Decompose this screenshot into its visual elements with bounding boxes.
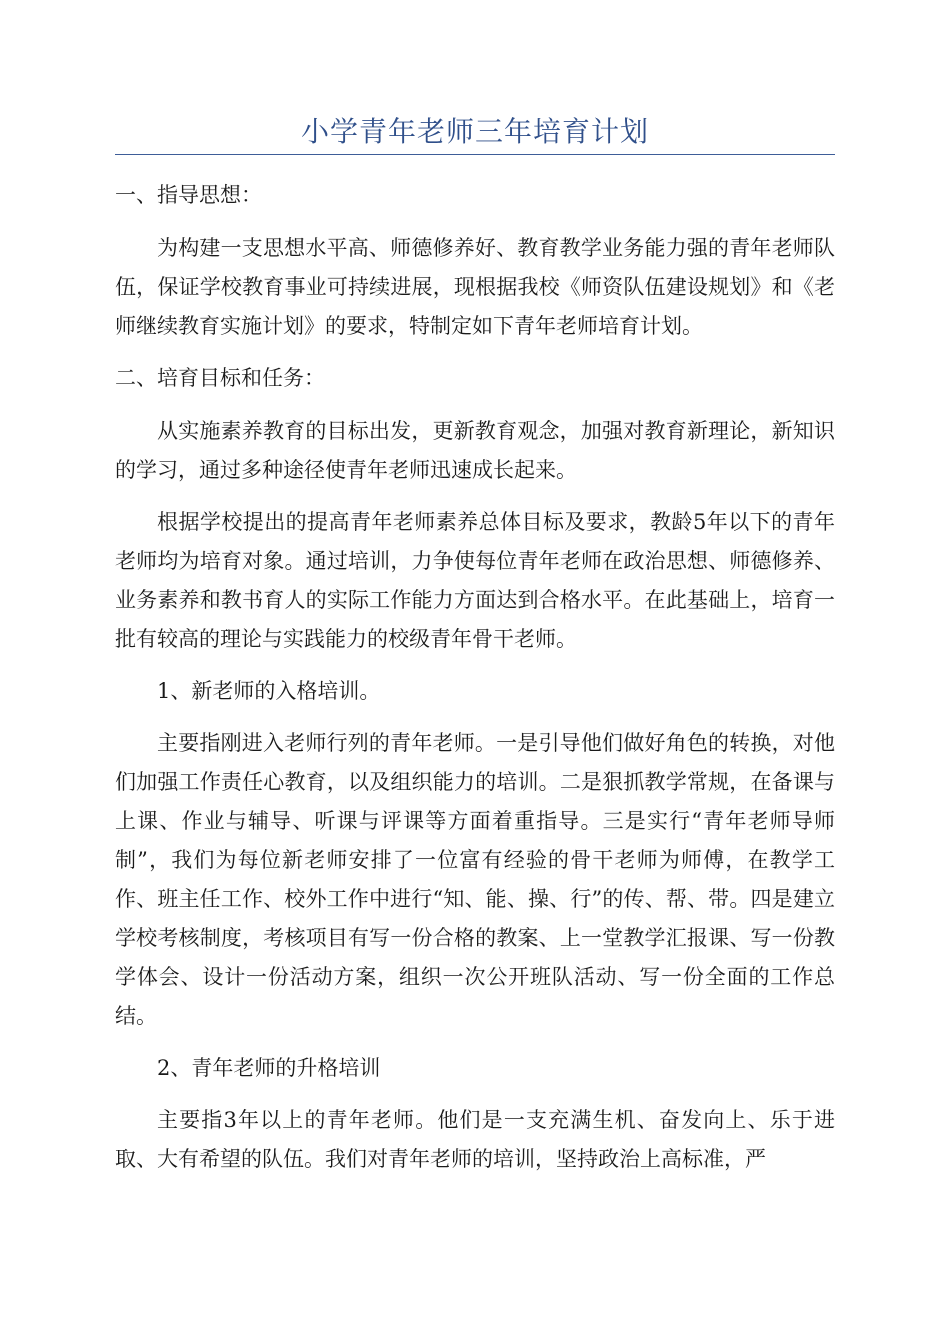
paragraph: 从实施素养教育的目标出发，更新教育观念，加强对教育新理论，新知识的学习，通过多种途径使青年老师迅速成长起来。: [115, 419, 835, 482]
section-heading-guiding-thought: 一、指导思想：: [115, 183, 262, 207]
document-body: [115, 176, 835, 1192]
title-underline: [115, 154, 835, 155]
paragraph: 主要指刚进入老师行列的青年老师。一是引导他们做好角色的转换，对他们加强工作责任心教育，以及组织能力的培训。二是狠抓教学常规，在备课与上课、作业与辅导、听课与评课等方面着重指导。三是实行“青年老师导师制”，我们为每位新老师安排了一位富有经验的骨干老师为师傅，在教学工作、班主任工作、校外工作中进行“知、能、操、行”的传、帮、带。四是建立学校考核制度，考核项目有写一份合格的教案、上一堂教学汇报课、写一份教学体会、设计一份活动方案，组织一次公开班队活动、写一份全面的工作总结。: [115, 731, 835, 1028]
subsection-heading-new-teacher-training: 1、新老师的入格培训。: [157, 679, 381, 703]
section-heading-goals-tasks: 二、培育目标和任务：: [115, 366, 325, 390]
paragraph: 主要指3年以上的青年老师。他们是一支充满生机、奋发向上、乐于进取、大有希望的队伍。我们对青年老师的培训，坚持政治上高标准，严: [115, 1108, 835, 1171]
paragraph: 根据学校提出的提高青年老师素养总体目标及要求，教龄5年以下的青年老师均为培育对象。通过培训，力争使每位青年老师在政治思想、师德修养、业务素养和教书育人的实际工作能力方面达到合格水平。在此基础上，培育一批有较高的理论与实践能力的校级青年骨干老师。: [115, 510, 835, 651]
subsection-heading-young-teacher-upgrade: 2、青年老师的升格培训: [157, 1056, 381, 1080]
document-title: 小学青年老师三年培育计划: [300, 115, 649, 148]
paragraph: 为构建一支思想水平高、师德修养好、教育教学业务能力强的青年老师队伍，保证学校教育事业可持续进展，现根据我校《师资队伍建设规划》和《老师继续教育实施计划》的要求，特制定如下青年老师培育计划。: [115, 236, 835, 338]
